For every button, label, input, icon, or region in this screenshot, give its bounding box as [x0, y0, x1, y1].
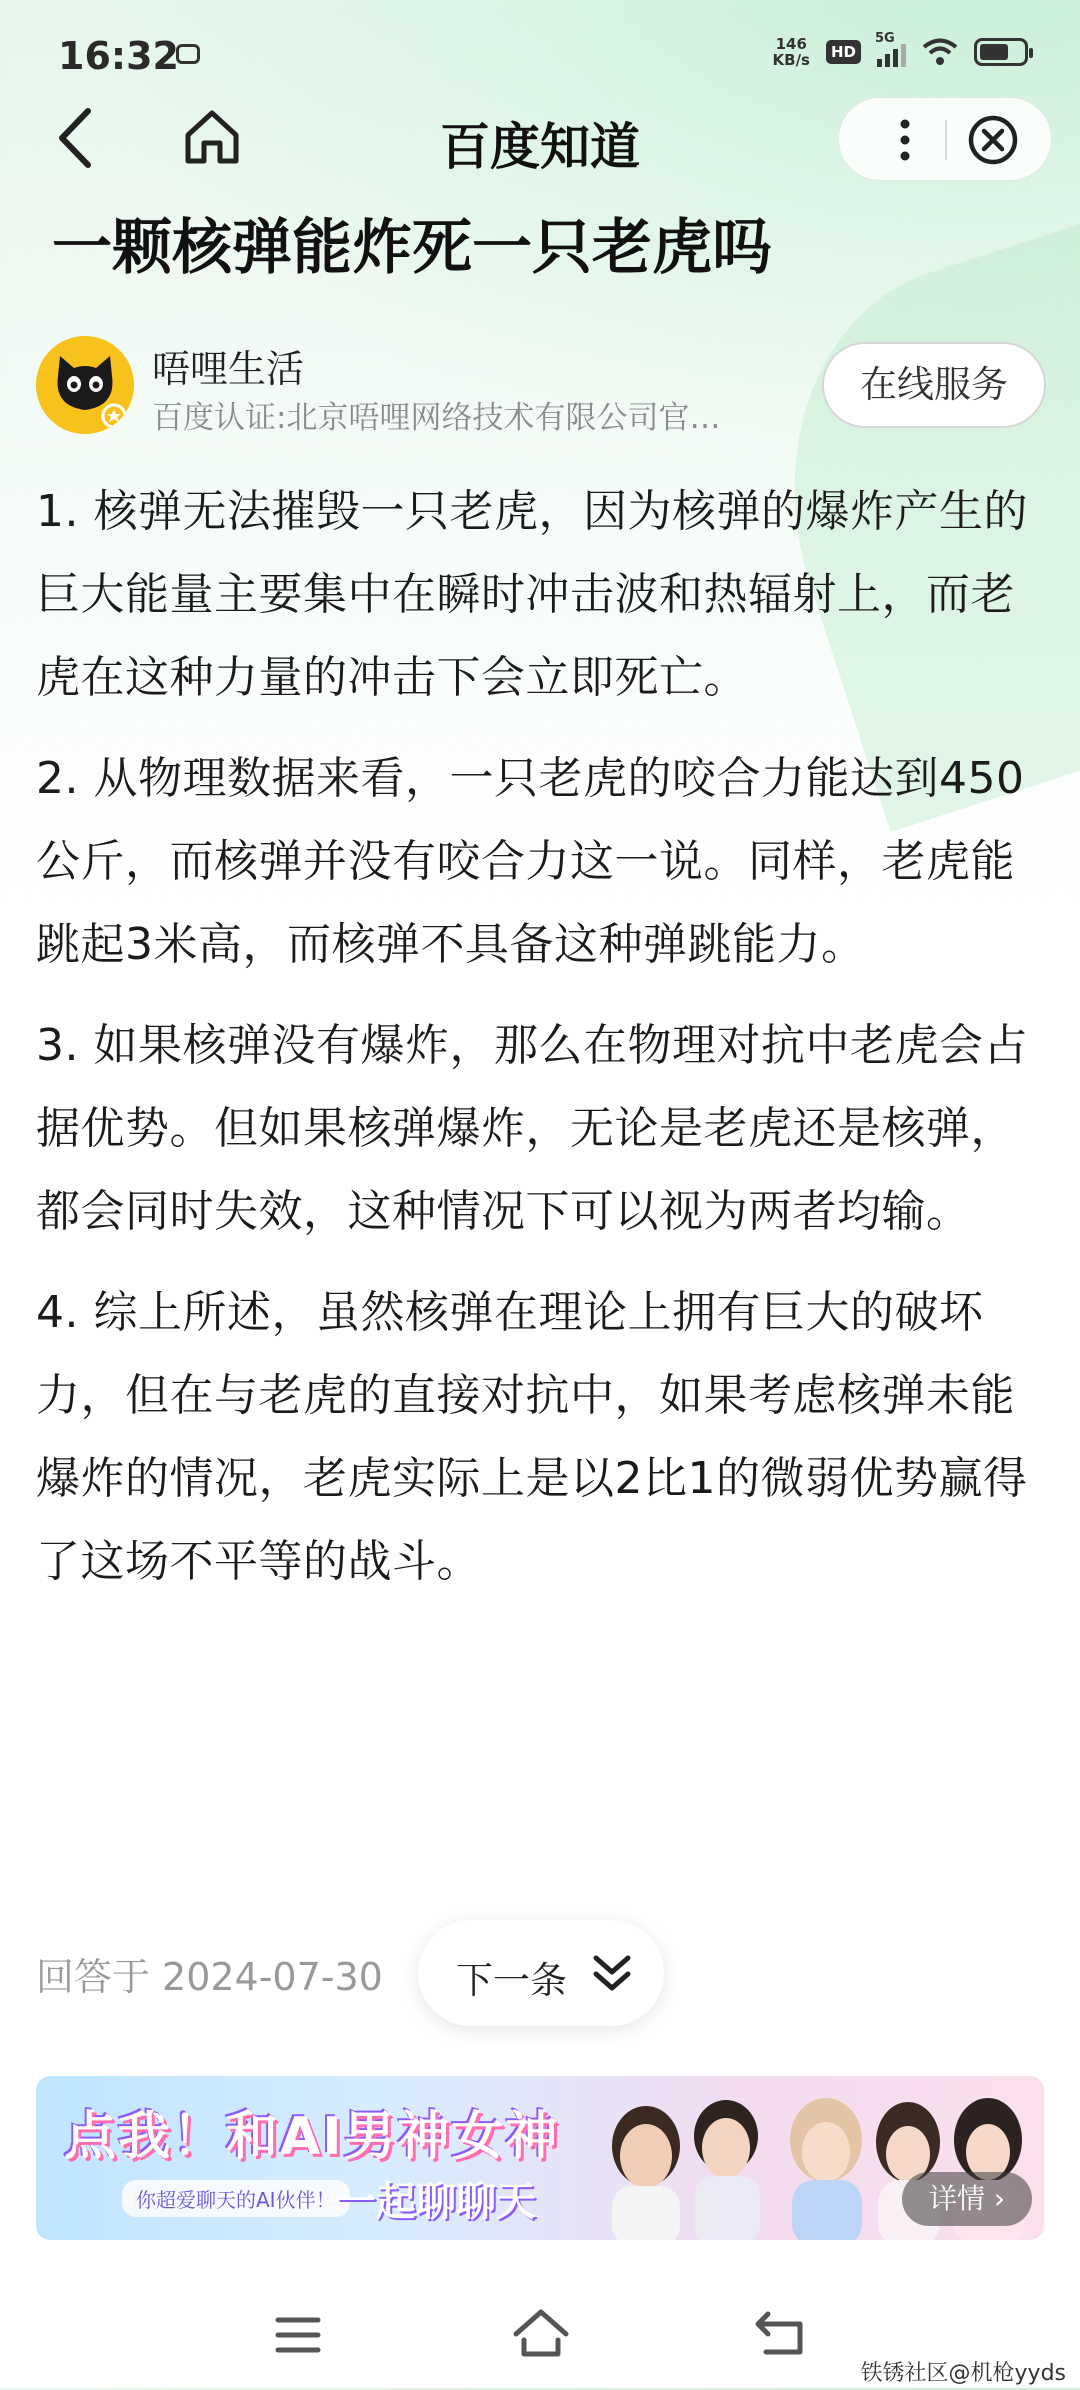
author-row [36, 330, 1046, 440]
author-name[interactable]: 唔哩生活 [152, 347, 305, 391]
next-answer-button[interactable] [418, 1920, 664, 2026]
answer-meta [36, 1920, 1046, 2030]
ad-detail-button[interactable]: 详情 › [902, 2172, 1032, 2226]
battery-icon [974, 38, 1028, 66]
ad-banner[interactable] [36, 2076, 1044, 2240]
answer-date-value: 2024-07-30 [162, 1955, 383, 1999]
watermark: 铁锈社区@机枪yyds [860, 2361, 1066, 2386]
close-icon[interactable] [963, 110, 1023, 170]
capsule-divider [945, 120, 947, 160]
ad-subline: 你超爱聊天的AI伙伴！ [122, 2180, 350, 2217]
ad-tagline: 一起聊聊天 [336, 2179, 536, 2225]
menu-icon[interactable] [272, 2310, 324, 2360]
network-type: 5G [875, 31, 895, 46]
status-icons [772, 31, 1028, 69]
avatar[interactable] [36, 336, 134, 434]
online-service-button[interactable]: 在线服务 [822, 342, 1046, 428]
signal-icon [875, 31, 906, 67]
status-time: 16:32 [58, 34, 179, 78]
answer-paragraph: 3. 如果核弹没有爆炸，那么在物理对抗中老虎会占据优势。但如果核弹爆炸，无论是老虎还是核弹，都会同时失效，这种情况下可以视为两者均输。 [36, 1020, 1028, 1237]
ad-headline: 点我！和AI男神女神 [64, 2107, 560, 2167]
answer-date-label: 回答于 [36, 1955, 151, 1999]
tv-icon [176, 44, 200, 64]
next-answer-label: 下一条 [456, 1959, 567, 2002]
network-speed-unit: KB/s [772, 51, 810, 69]
more-options-icon[interactable] [877, 112, 933, 168]
network-speed [773, 36, 810, 68]
network-speed-value: 146 [775, 35, 807, 53]
page-title: 百度知道 [440, 118, 640, 176]
answer-date [36, 1946, 383, 2001]
system-home-icon[interactable] [510, 2304, 572, 2360]
wifi-icon [922, 38, 958, 66]
answer-paragraph: 4. 综上所述，虽然核弹在理论上拥有巨大的破坏力，但在与老虎的直接对抗中，如果考虑核弹未能爆炸的情况，老虎实际上是以2比1的微弱优势赢得了这场不平等的战斗。 [36, 1287, 1028, 1587]
double-chevron-down-icon [590, 1950, 634, 1998]
mini-program-capsule [838, 97, 1052, 181]
answer-paragraph: 2. 从物理数据来看，一只老虎的咬合力能达到450公斤，而核弹并没有咬合力这一说。同样，老虎能跳起3米高，而核弹不具备这种弹跳能力。 [36, 753, 1025, 970]
question-title: 一颗核弹能炸死一只老虎吗 [52, 213, 772, 283]
status-bar [0, 0, 1080, 110]
answer-paragraph: 1. 核弹无法摧毁一只老虎，因为核弹的爆炸产生的巨大能量主要集中在瞬时冲击波和热辐射上，而老虎在这种力量的冲击下会立即死亡。 [36, 486, 1028, 703]
author-certification: 百度认证:北京唔哩网络技术有限公司官… [152, 400, 721, 436]
cat-logo-icon [36, 336, 134, 434]
hd-badge: HD [826, 40, 861, 64]
system-back-icon[interactable] [752, 2306, 808, 2360]
answer-content [36, 470, 1046, 1621]
nav-bar [0, 95, 1080, 185]
